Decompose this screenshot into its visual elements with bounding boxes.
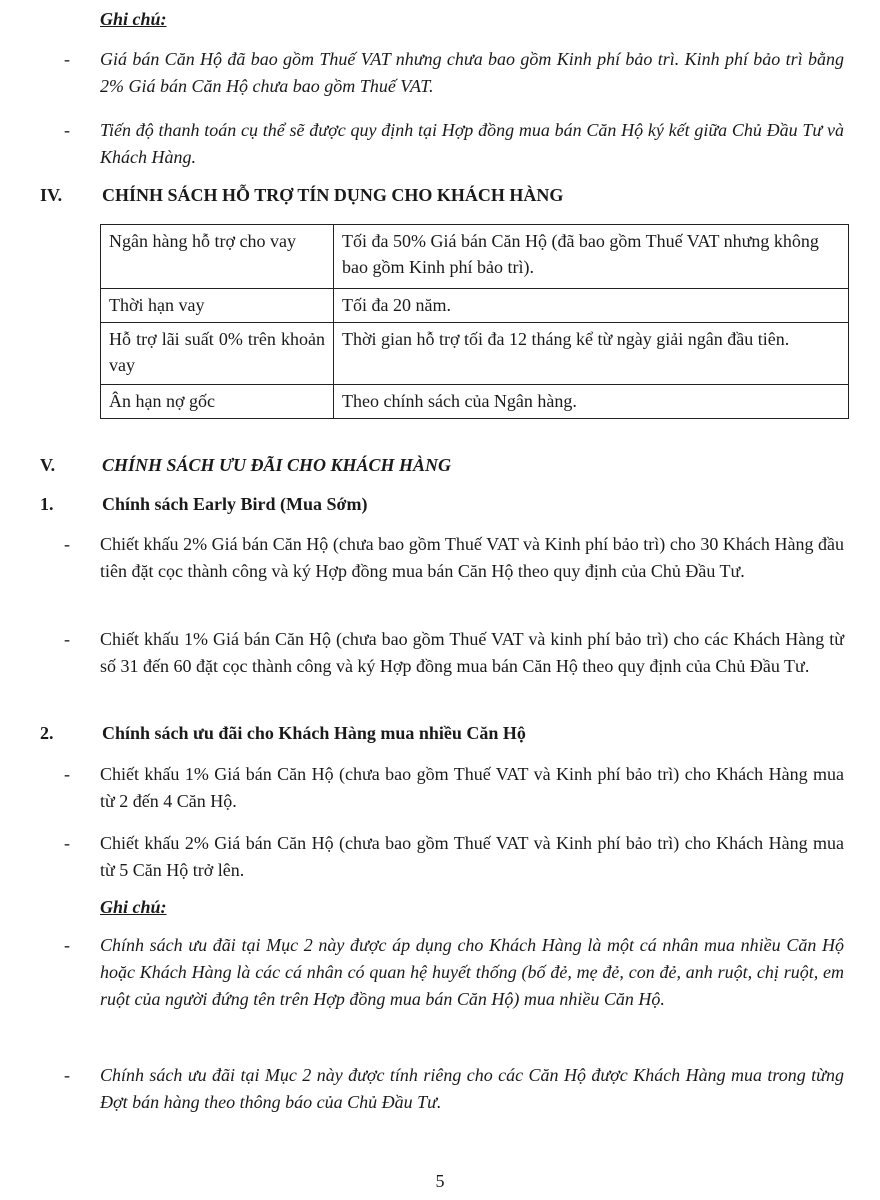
note-text: Chính sách ưu đãi tại Mục 2 này được tính riêng cho các Căn Hộ được Khách Hàng mua trong từng Đợt bán hàng theo thông báo của Chủ Đầu Tư. [100, 1065, 844, 1112]
note-title: Ghi chú: [100, 9, 167, 29]
dash-marker: - [64, 1065, 70, 1085]
note-text: Giá bán Căn Hộ đã bao gồm Thuế VAT nhưng chưa bao gồm Kinh phí bảo trì. Kinh phí bảo trì bằng 2% Giá bán Căn Hộ chưa bao gồm Thuế VAT. [100, 49, 844, 96]
list-item [64, 830, 844, 884]
row-label: Ngân hàng hỗ trợ cho vay [101, 225, 334, 289]
row-label: Thời hạn vay [101, 289, 334, 323]
table-row [101, 385, 849, 419]
list-item [64, 531, 844, 585]
subsection-number: 2. [40, 723, 54, 743]
list-item [64, 46, 844, 100]
table-row [101, 225, 849, 289]
policy-text: Chiết khấu 2% Giá bán Căn Hộ (chưa bao gồm Thuế VAT và Kinh phí bảo trì) cho Khách Hàng mua từ 5 Căn Hộ trở lên. [100, 833, 844, 880]
dash-marker: - [64, 120, 70, 140]
section-number: V. [40, 455, 56, 475]
dash-marker: - [64, 629, 70, 649]
note-text: Chính sách ưu đãi tại Mục 2 này được áp dụng cho Khách Hàng là một cá nhân mua nhiều Căn Hộ hoặc Khách Hàng là các cá nhân có quan hệ huyết thống (bố đẻ, mẹ đẻ, con đẻ, anh ruột, chị ruột, em ruột của người đứng tên trên Hợp đồng mua bán Căn Hộ) mua nhiều Căn Hộ. [100, 935, 844, 1009]
row-value: Thời gian hỗ trợ tối đa 12 tháng kể từ ngày giải ngân đầu tiên. [334, 323, 849, 385]
section-title: CHÍNH SÁCH HỖ TRỢ TÍN DỤNG CHO KHÁCH HÀNG [102, 185, 564, 205]
list-item [64, 626, 844, 680]
list-item [64, 117, 844, 171]
row-label: Ân hạn nợ gốc [101, 385, 334, 419]
list-item [64, 932, 844, 1013]
policy-text: Chiết khấu 1% Giá bán Căn Hộ (chưa bao gồm Thuế VAT và kinh phí bảo trì) cho các Khách Hàng từ số 31 đến 60 đặt cọc thành công và ký Hợp đồng mua bán Căn Hộ theo quy định của Chủ Đầu Tư. [100, 629, 844, 676]
dash-marker: - [64, 764, 70, 784]
section-title: CHÍNH SÁCH ƯU ĐÃI CHO KHÁCH HÀNG [102, 455, 452, 475]
note-title: Ghi chú: [100, 897, 167, 917]
credit-support-table [100, 224, 849, 419]
row-label: Hỗ trợ lãi suất 0% trên khoản vay [101, 323, 334, 385]
dash-marker: - [64, 534, 70, 554]
row-value: Tối đa 50% Giá bán Căn Hộ (đã bao gồm Thuế VAT nhưng không bao gồm Kinh phí bảo trì). [334, 225, 849, 289]
table-row [101, 289, 849, 323]
subsection-title: Chính sách Early Bird (Mua Sớm) [102, 494, 368, 514]
subsection-title: Chính sách ưu đãi cho Khách Hàng mua nhiều Căn Hộ [102, 723, 526, 743]
section-number: IV. [40, 185, 63, 205]
list-item [64, 761, 844, 815]
table-row [101, 323, 849, 385]
policy-text: Chiết khấu 1% Giá bán Căn Hộ (chưa bao gồm Thuế VAT và Kinh phí bảo trì) cho Khách Hàng mua từ 2 đến 4 Căn Hộ. [100, 764, 844, 811]
note-text: Tiến độ thanh toán cụ thể sẽ được quy định tại Hợp đồng mua bán Căn Hộ ký kết giữa Chủ Đầu Tư và Khách Hàng. [100, 120, 844, 167]
list-item [64, 1062, 844, 1116]
subsection-number: 1. [40, 494, 54, 514]
page-number: 5 [435, 1171, 445, 1191]
dash-marker: - [64, 49, 70, 69]
dash-marker: - [64, 935, 70, 955]
row-value: Theo chính sách của Ngân hàng. [334, 385, 849, 419]
row-value: Tối đa 20 năm. [334, 289, 849, 323]
dash-marker: - [64, 833, 70, 853]
policy-text: Chiết khấu 2% Giá bán Căn Hộ (chưa bao gồm Thuế VAT và Kinh phí bảo trì) cho 30 Khách Hàng đầu tiên đặt cọc thành công và ký Hợp đồng mua bán Căn Hộ theo quy định của Chủ Đầu Tư. [100, 534, 844, 581]
